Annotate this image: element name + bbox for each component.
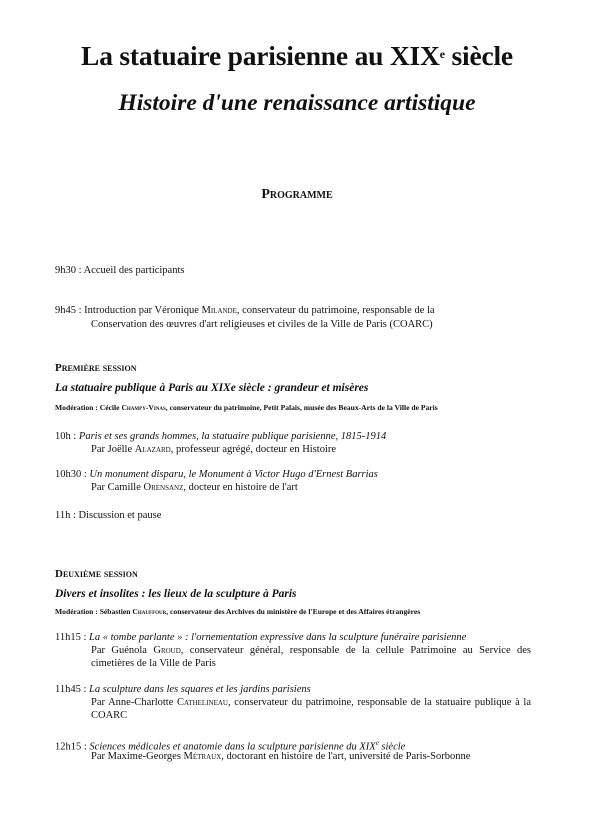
speaker-name: Cathelineau (177, 697, 228, 708)
talk-4-title (55, 683, 311, 696)
schedule-item-introduction-line2: Conservation des œuvres d'art religieuses et civiles de la Ville de Paris (COARC) (91, 319, 433, 330)
moderation-text: , conservateur du patrimoine, Petit Palais, musée des Beaux-Arts de la Ville de Paris (165, 403, 438, 412)
talk-3-speaker (91, 644, 531, 670)
schedule-item-welcome (55, 264, 184, 277)
schedule-text: Accueil des participants (83, 265, 185, 276)
moderation-text: , conservateur des Archives du ministère de l'Europe et des Affaires étrangères (166, 607, 421, 616)
session-2-heading: Deuxième session (55, 568, 138, 580)
document-subtitle: Histoire d'une renaissance artistique (118, 90, 476, 116)
session-2-moderation (55, 607, 420, 617)
speaker-role: , doctorant en histoire de l'art, université de Paris-Sorbonne (221, 751, 471, 762)
speaker-prefix: Par Maxime-Georges (91, 751, 184, 762)
talk-title-text: La sculpture dans les squares et les jardins parisiens (89, 684, 311, 695)
moderator-name: Champy-Vinas (121, 403, 166, 412)
talk-title-text: Paris et ses grands hommes, la statuaire publique parisienne, 1815-1914 (78, 431, 387, 442)
schedule-time: 9h45 : (55, 305, 85, 316)
schedule-text: Introduction par Véronique (84, 305, 202, 316)
speaker-name: Milande (201, 305, 237, 316)
document-title (0, 38, 594, 74)
moderation-label: Modération : Sébastien (55, 607, 133, 616)
talk-time: 10h30 : (55, 469, 90, 480)
schedule-time: 11h : (55, 510, 79, 521)
talk-1-speaker (91, 443, 336, 456)
speaker-role: , conservateur du patrimoine, responsable de la statuaire publique à la COARC (91, 697, 532, 721)
talk-time: 11h45 : (55, 684, 90, 695)
speaker-role: , docteur en histoire de l'art (183, 482, 298, 493)
speaker-name: Métraux (183, 751, 222, 762)
talk-4-speaker (91, 696, 531, 722)
session-2-title: Divers et insolites : les lieux de la sculpture à Paris (55, 588, 297, 600)
programme-heading: Programme (261, 187, 333, 202)
speaker-role: , conservateur général, responsable de la cellule Patrimoine au Service des cimetières de la Ville de Paris (91, 645, 531, 669)
talk-title-text-end: siècle (378, 741, 406, 753)
schedule-text: Discussion et pause (78, 510, 162, 521)
talk-1-title (55, 430, 386, 443)
title-text: La statuaire parisienne au XIX (81, 40, 440, 71)
talk-5-speaker (91, 750, 470, 763)
speaker-name: Alazard (134, 444, 171, 455)
talk-title-text: Un monument disparu, le Monument à Victor Hugo d'Ernest Barrias (89, 469, 378, 480)
talk-3-title (55, 631, 466, 644)
session-1-title: La statuaire publique à Paris au XIXe siècle : grandeur et misères (55, 382, 369, 394)
talk-title-text: Sciences médicales et anatomie dans la sculpture parisienne du XIX (89, 741, 376, 753)
schedule-time: 9h30 : (55, 265, 84, 276)
speaker-name: Orensanz (143, 482, 184, 493)
speaker-role: , professeur agrégé, docteur en Histoire (170, 444, 337, 455)
speaker-prefix: Par Guénola (91, 645, 154, 656)
talk-title-text: La « tombe parlante » : l'ornementation expressive dans la sculpture funéraire parisienne (89, 632, 467, 643)
speaker-prefix: Par Joëlle (91, 444, 135, 455)
talk-title-superscript: e (375, 739, 379, 747)
moderation-label: Modération : Cécile (55, 403, 122, 412)
moderator-name: Chauffour (132, 607, 167, 616)
speaker-prefix: Par Anne-Charlotte (91, 697, 178, 708)
schedule-item-break (55, 509, 161, 522)
talk-2-title (55, 468, 378, 481)
schedule-item-introduction (55, 304, 435, 317)
speaker-name: Groud (153, 645, 181, 656)
speaker-prefix: Par Camille (91, 482, 144, 493)
talk-time: 11h15 : (55, 632, 90, 643)
session-1-moderation (55, 403, 438, 413)
talk-time: 12h15 : (55, 741, 90, 753)
session-1-heading: Première session (55, 362, 137, 374)
talk-time: 10h : (55, 431, 79, 442)
title-superscript: e (439, 47, 445, 61)
talk-2-speaker (91, 481, 298, 494)
schedule-text-cont: , conservateur du patrimoine, responsable de la (236, 305, 435, 316)
title-text-end: siècle (444, 40, 513, 71)
